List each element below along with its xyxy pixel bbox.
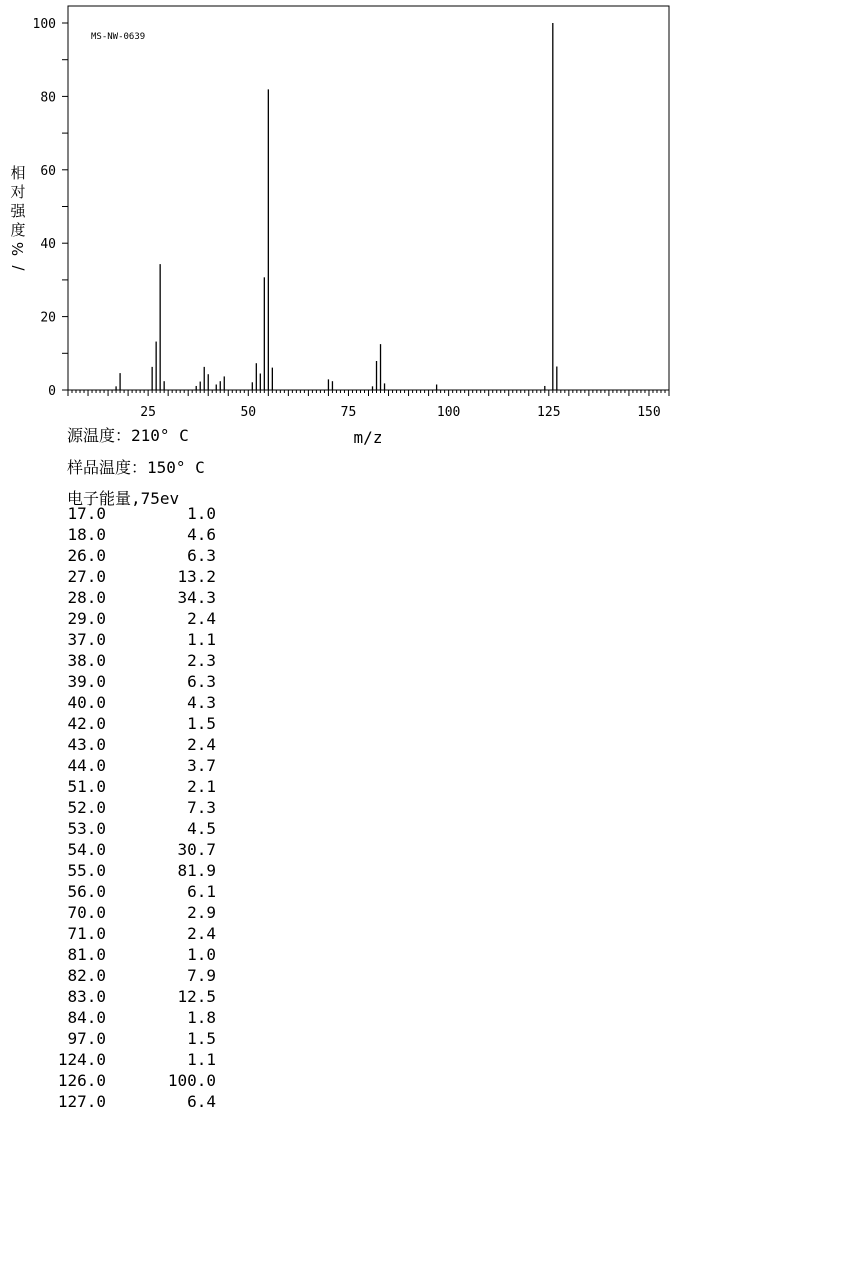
plot-frame [68, 6, 669, 390]
table-row [48, 902, 216, 923]
abundance-cell: 13.2 [177, 567, 216, 586]
abundance-cell: 6.3 [187, 546, 216, 565]
abundance-cell: 100.0 [167, 1071, 216, 1090]
table-row [48, 608, 216, 629]
sample-id: MS-NW-0639 [91, 32, 146, 42]
abundance-cell: 6.4 [187, 1092, 216, 1111]
mz-cell: 39.0 [67, 672, 106, 691]
table-row [48, 1007, 216, 1028]
table-row [48, 881, 216, 902]
table-row [48, 944, 216, 965]
abundance-cell: 81.9 [177, 861, 216, 880]
table-row [48, 986, 216, 1007]
abundance-cell: 3.7 [187, 756, 216, 775]
table-row [48, 839, 216, 860]
abundance-cell: 2.4 [187, 924, 216, 943]
mz-cell: 28.0 [67, 588, 106, 607]
y-axis-label-char: % [9, 241, 27, 257]
mass-spectrum-chart [0, 0, 850, 450]
y-axis-label-char: / [9, 265, 27, 271]
x-tick-label: 150 [637, 405, 661, 420]
x-tick-label: 75 [340, 405, 357, 420]
abundance-cell: 12.5 [177, 987, 216, 1006]
table-row [48, 545, 216, 566]
mz-cell: 83.0 [67, 987, 106, 1006]
table-row [48, 650, 216, 671]
mz-cell: 81.0 [67, 945, 106, 964]
mz-cell: 17.0 [67, 504, 106, 523]
abundance-cell: 2.3 [187, 651, 216, 670]
mz-cell: 42.0 [67, 714, 106, 733]
y-tick-label: 80 [40, 90, 56, 106]
mz-cell: 40.0 [67, 693, 106, 712]
table-row [48, 713, 216, 734]
abundance-cell: 1.1 [187, 1050, 216, 1069]
mz-cell: 127.0 [57, 1092, 106, 1111]
tick-labels [33, 17, 661, 420]
source-temperature: 源温度：210° C [67, 426, 189, 445]
abundance-cell: 6.1 [187, 882, 216, 901]
mz-cell: 55.0 [67, 861, 106, 880]
mz-cell: 37.0 [67, 630, 106, 649]
abundance-cell: 4.5 [187, 819, 216, 838]
mz-cell: 70.0 [67, 903, 106, 922]
mz-cell: 43.0 [67, 735, 106, 754]
table-row [48, 860, 216, 881]
table-row [48, 923, 216, 944]
mz-cell: 52.0 [67, 798, 106, 817]
abundance-cell: 7.9 [187, 966, 216, 985]
mz-cell: 29.0 [67, 609, 106, 628]
abundance-cell: 2.4 [187, 735, 216, 754]
peak-bars [116, 23, 557, 390]
table-row [48, 566, 216, 587]
mz-cell: 38.0 [67, 651, 106, 670]
mz-cell: 54.0 [67, 840, 106, 859]
table-row [48, 1049, 216, 1070]
sample-temperature: 样品温度：150° C [67, 458, 205, 477]
abundance-cell: 1.1 [187, 630, 216, 649]
table-row [48, 797, 216, 818]
abundance-cell: 6.3 [187, 672, 216, 691]
table-row [48, 818, 216, 839]
x-axis-label: m/z [353, 428, 383, 447]
abundance-cell: 1.5 [187, 1029, 216, 1048]
y-axis-label-char: 相 [10, 164, 26, 182]
table-row [48, 671, 216, 692]
mz-cell: 126.0 [57, 1071, 106, 1090]
mz-cell: 84.0 [67, 1008, 106, 1027]
mz-cell: 26.0 [67, 546, 106, 565]
table-row [48, 1028, 216, 1049]
table-row [48, 755, 216, 776]
y-axis-label-char: 强 [10, 202, 26, 220]
abundance-cell: 2.9 [187, 903, 216, 922]
x-tick-label: 25 [140, 405, 156, 420]
table-row [48, 587, 216, 608]
abundance-cell: 2.4 [187, 609, 216, 628]
electron-energy: 电子能量,75ev [67, 489, 180, 508]
axis-ticks [62, 23, 669, 396]
table-row [48, 776, 216, 797]
abundance-cell: 1.8 [187, 1008, 216, 1027]
abundance-cell: 1.5 [187, 714, 216, 733]
x-tick-label: 125 [537, 405, 561, 420]
table-row [48, 524, 216, 545]
abundance-cell: 4.3 [187, 693, 216, 712]
x-tick-label: 50 [240, 405, 257, 420]
table-row [48, 692, 216, 713]
abundance-cell: 34.3 [177, 588, 216, 607]
y-axis-label-char: 度 [10, 221, 26, 239]
y-axis-label-char: 对 [10, 183, 26, 201]
abundance-cell: 2.1 [187, 777, 216, 796]
mz-cell: 56.0 [67, 882, 106, 901]
mz-cell: 97.0 [67, 1029, 106, 1048]
peak-table [48, 503, 216, 1112]
abundance-cell: 1.0 [187, 504, 216, 523]
y-tick-label: 60 [40, 163, 56, 179]
table-row [48, 1070, 216, 1091]
table-row [48, 734, 216, 755]
mz-cell: 51.0 [67, 777, 106, 796]
mz-cell: 71.0 [67, 924, 106, 943]
mz-cell: 124.0 [57, 1050, 106, 1069]
table-row [48, 1091, 216, 1112]
abundance-cell: 7.3 [187, 798, 216, 817]
abundance-cell: 1.0 [187, 945, 216, 964]
y-tick-label: 0 [48, 384, 56, 399]
table-row [48, 503, 216, 524]
mz-cell: 27.0 [67, 567, 106, 586]
abundance-cell: 4.6 [187, 525, 216, 544]
x-tick-label: 100 [436, 405, 461, 420]
mz-cell: 44.0 [67, 756, 106, 775]
table-row [48, 965, 216, 986]
y-axis-label [9, 164, 27, 271]
mz-cell: 18.0 [67, 525, 106, 544]
abundance-cell: 30.7 [177, 840, 216, 859]
y-tick-label: 20 [40, 310, 56, 326]
mz-cell: 53.0 [67, 819, 106, 838]
y-tick-label: 40 [40, 237, 56, 253]
mz-cell: 82.0 [67, 966, 106, 985]
table-row [48, 629, 216, 650]
y-tick-label: 100 [32, 17, 56, 32]
